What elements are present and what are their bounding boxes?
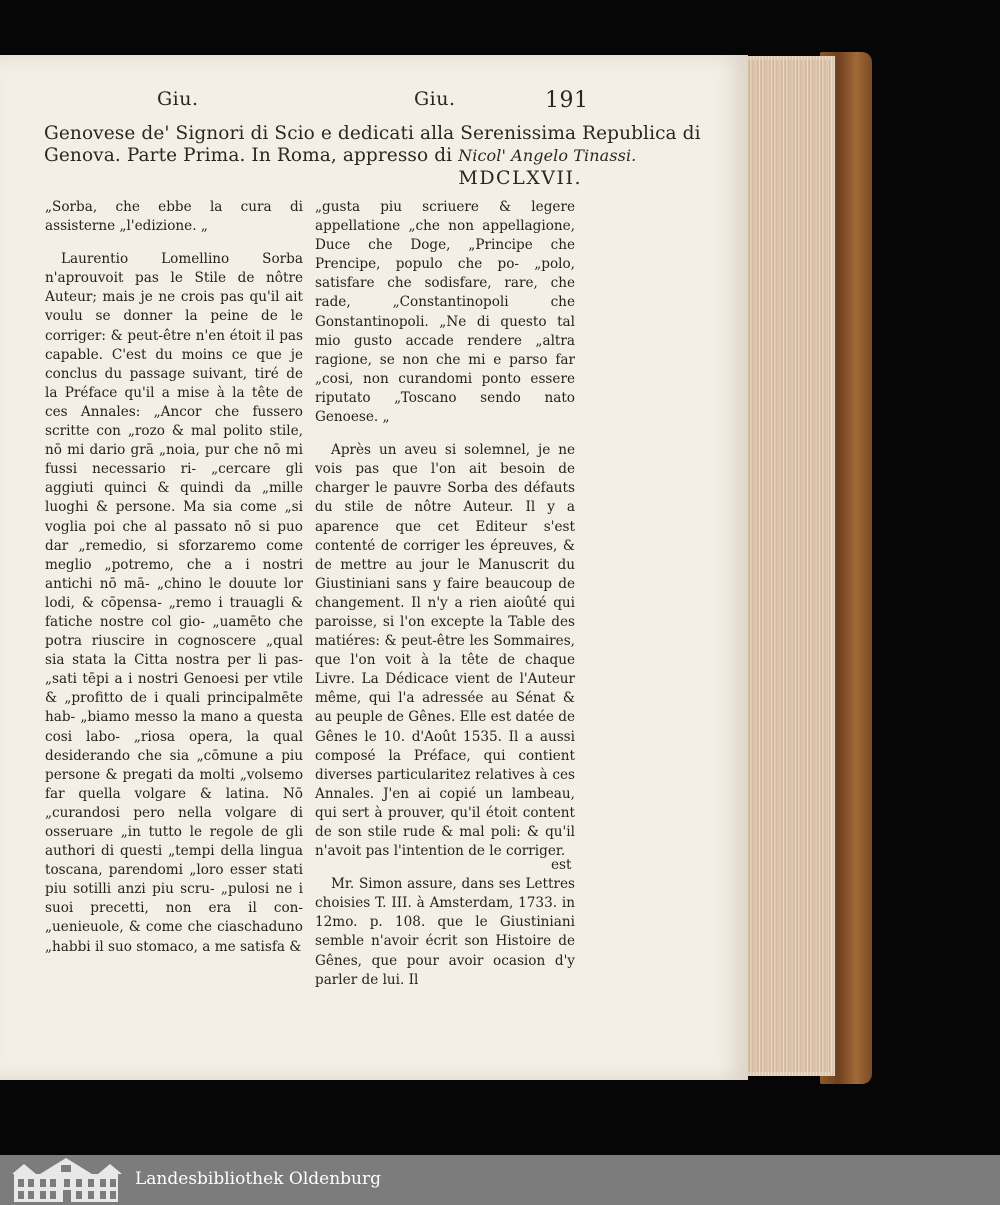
left-column [45,198,303,957]
title-line-1: Genovese de' Signori di Scio e dedicati alla Serenissima Republica di [44,123,701,144]
right-column [315,198,575,990]
right-paragraph-3: Mr. Simon assure, dans ses Lettres choisies T. III. à Amsterdam, 1733. in 12mo. p. 108. que le Giustiniani semble n'avoir écrit son Histoire de Gênes, que pour avoir ocasion d'y parler de lui. Il [315,876,575,988]
left-paragraph-2: Laurentio Lomellino Sorba n'aprouvoit pas le Stile de nôtre Auteur; mais je ne crois pas qu'il ait voulu se donner la peine de le corriger: & peut-être n'en étoit il pas capable. C'est du moins ce que je conclus du passage suivant, tiré de la Préface qu'il a mise à la tête de ces Annales: „Ancor che fussero scritte con „rozo & mal polito stile, nō mi dario grā „noia, pur che nō mi fussi necessario ri- „cercare gli aggiuti quinci & quindi da „mille luoghi & persone. Ma sia come „si voglia poi che al passato nō si puo dar „remedio, si sforzaremo come meglio „potremo, che a i nostri antichi nō mā- „chino le douute lor lodi, & cōpensa- „remo i trauagli & fatiche nostre col gio- „uamēto che potra riuscire in cognoscere „qual sia stata la Citta nostra per li pas- „sati tēpi a i nostri Genoesi per vtile & „profitto de i quali principalmēte hab- „biamo messo la mano a questa cosi labo- „riosa opera, la qual desiderando che sia „cōmune a piu persone & pregati da molti „volsemo far quella volgare & latina. Nō „curandosi pero nella volgare di osseruare „in tutto le regole de gli authori di questi „tempi della lingua toscana, parendomi „loro esser stati piu sotilli anzi piu scru- „pulosi ne i suoi precetti, non era il con- „uenieuole, & come che ciaschaduno „habbi il suo stomaco, a me satisfa & [45,251,303,955]
right-paragraph-1: „gusta piu scriuere & legere appellatione „che non appellagione, Duce che Doge, „Principe che Prencipe, populo che po- „polo, satisfare che sodisfare, rare, che rade, „Constantinopoli che Gonstantinopoli. „Ne di questo tal mio gusto accade rendere „altra ragione, se non che mi e parso far „cosi, non curandomi ponto essere riputato „Toscano sendo nato Genoese. „ [315,199,575,426]
catchword: est [551,857,572,873]
entry-title-block [44,123,701,189]
page-edge-speckle [745,60,830,1072]
running-head-center: Giu. [414,88,456,110]
left-paragraph-1: „Sorba, che ebbe la cura di assisterne „l'edizione. „ [45,199,303,235]
running-head-left: Giu. [157,88,199,110]
title-year: MDCLXVII. [458,167,582,189]
library-name: Landesbibliothek Oldenburg [135,1169,382,1189]
title-line-2-plain: Genova. Parte Prima. In Roma, appresso di [44,145,459,166]
right-paragraph-2: Après un aveu si solemnel, je ne vois pas que l'on ait besoin de charger le pauvre Sorba des défauts du stile de nôtre Auteur. Il y a aparence que cet Editeur s'est contenté de corriger les épreuves, & de mettre au jour le Manuscrit du Giustiniani sans y faire beaucoup de changement. Il n'y a rien aioûté qui paroisse, si l'on excepte la Table des matiéres: & peut-être les Sommaires, que l'on voit à la tête de chaque Livre. La Dédicace vient de l'Auteur même, qui l'a adressée au Sénat & au peuple de Gênes. Elle est datée de Gênes le 10. d'Août 1535. Il a aussi composé la Préface, qui contient diverses particularitez relatives à ces Annales. J'en ai copié un lambeau, qui sert à prouver, qu'il étoit content de son stile rude & mal poli: & qu'il n'avoit pas l'intention de le corriger. [315,442,575,860]
title-line-2-italic: Nicol' Angelo Tinassi. [458,146,637,165]
title-line-2 [44,145,637,167]
page-number: 191 [545,88,589,113]
library-building-icon [10,1156,124,1204]
footer-bar [0,1155,1000,1205]
